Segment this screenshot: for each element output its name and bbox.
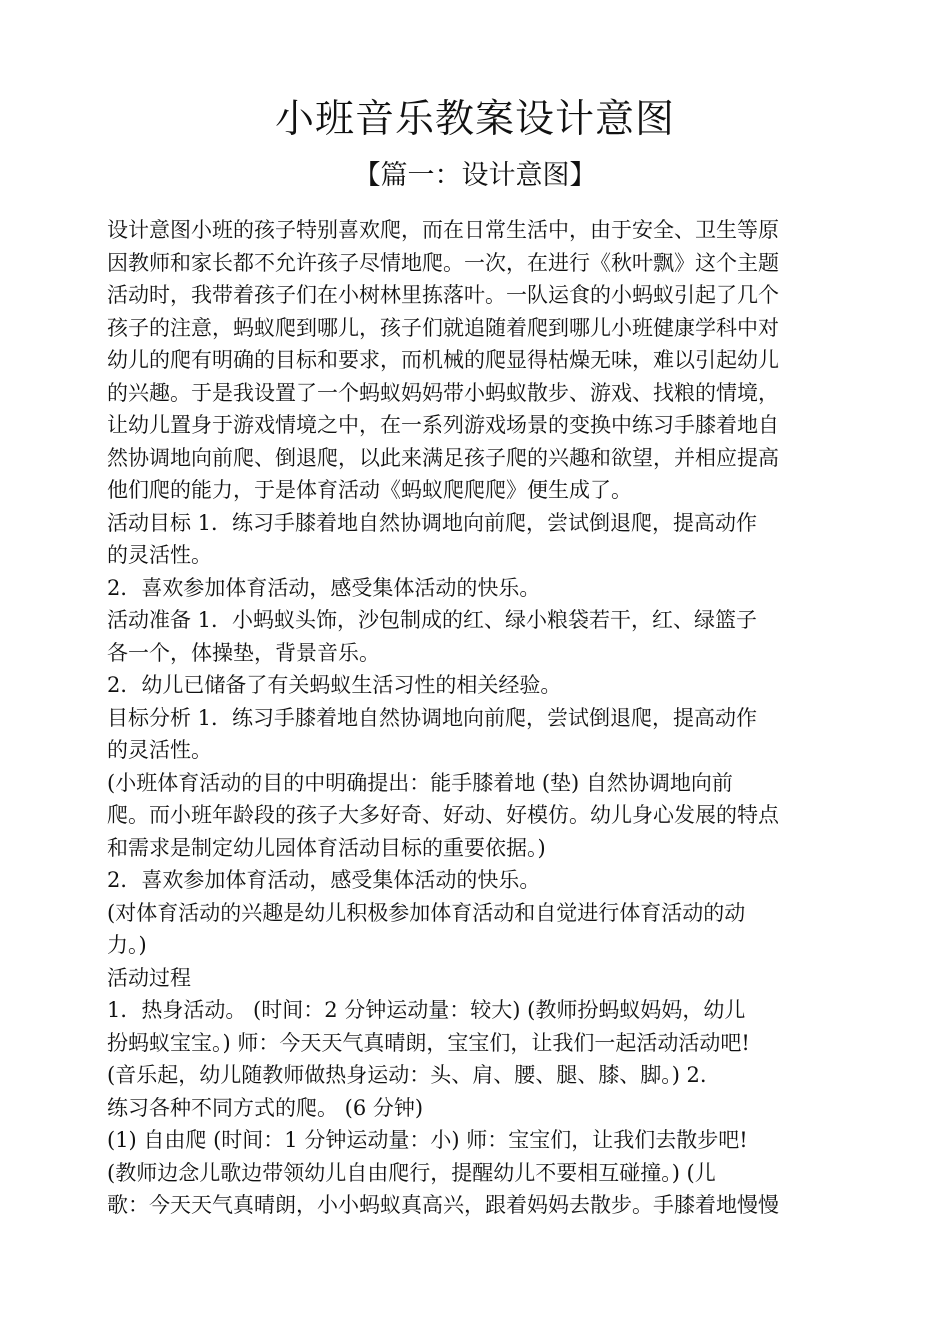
text-line: 活动过程: [107, 965, 191, 990]
text-line: 歌：今天天气真晴朗，小小蚂蚁真高兴，跟着妈妈去散步。手膝着地慢慢: [107, 1193, 779, 1217]
text-line: (对体育活动的兴趣是幼儿积极参加体育活动和自觉进行体育活动的动: [107, 900, 746, 925]
document-body: [107, 214, 859, 1222]
text-line: 的灵活性。: [107, 543, 212, 567]
text-line: 和需求是制定幼儿园体育活动目标的重要依据。): [107, 835, 546, 860]
text-line: (教师边念儿歌边带领幼儿自由爬行，提醒幼儿不要相互碰撞。) (儿: [107, 1160, 716, 1185]
text-line: 目标分析 1．练习手膝着地自然协调地向前爬，尝试倒退爬，提高动作: [107, 705, 758, 730]
text-line: 各一个，体操垫，背景音乐。: [107, 640, 380, 665]
text-line: 爬。而小班年龄段的孩子大多好奇、好动、好模仿。幼儿身心发展的特点: [107, 803, 779, 827]
text-line: 2．喜欢参加体育活动，感受集体活动的快乐。: [107, 868, 541, 892]
text-line: 让幼儿置身于游戏情境之中，在一系列游戏场景的变换中练习手膝着地自: [107, 413, 779, 437]
text-line: 他们爬的能力，于是体育活动《蚂蚁爬爬爬》便生成了。: [107, 478, 632, 502]
text-line: 力。): [107, 933, 147, 957]
text-line: 2．幼儿已储备了有关蚂蚁生活习性的相关经验。: [107, 673, 562, 697]
text-line: 的兴趣。于是我设置了一个蚂蚁妈妈带小蚂蚁散步、游戏、找粮的情境，: [107, 380, 779, 405]
text-line: (1) 自由爬 (时间：1 分钟运动量：小) 师：宝宝们，让我们去散步吧!: [107, 1128, 748, 1152]
text-line: 活动目标 1．练习手膝着地自然协调地向前爬，尝试倒退爬，提高动作: [107, 510, 758, 535]
document-title: 小班音乐教案设计意图: [274, 97, 675, 142]
text-line: 2．喜欢参加体育活动，感受集体活动的快乐。: [107, 575, 541, 600]
text-line: 设计意图小班的孩子特别喜欢爬，而在日常生活中，由于安全、卫生等原: [107, 218, 779, 242]
text-line: 1．热身活动。 (时间：2 分钟运动量：较大) (教师扮蚂蚁妈妈，幼儿: [107, 998, 746, 1022]
section-heading: 【篇一：设计意图】: [353, 160, 597, 191]
text-line: 幼儿的爬有明确的目标和要求，而机械的爬显得枯燥无味，难以引起幼儿: [107, 348, 779, 372]
text-line: (音乐起，幼儿随教师做热身运动：头、肩、腰、腿、膝、脚。) 2.: [107, 1063, 707, 1087]
text-line: 活动准备 1．小蚂蚁头饰，沙包制成的红、绿小粮袋若干，红、绿篮子: [107, 608, 758, 632]
text-line: (小班体育活动的目的中明确提出：能手膝着地 (垫) 自然协调地向前: [107, 770, 733, 795]
text-line: 扮蚂蚁宝宝。) 师：今天天气真晴朗，宝宝们，让我们一起活动活动吧!: [107, 1030, 750, 1055]
text-line: 因教师和家长都不允许孩子尽情地爬。一次，在进行《秋叶飘》这个主题: [107, 250, 779, 275]
text-line: 然协调地向前爬、倒退爬，以此来满足孩子爬的兴趣和欲望，并相应提高: [107, 445, 779, 470]
text-line: 的灵活性。: [107, 738, 212, 762]
text-line: 练习各种不同方式的爬。 (6 分钟): [107, 1095, 424, 1120]
text-line: 活动时，我带着孩子们在小树林里拣落叶。一队运食的小蚂蚁引起了几个: [107, 283, 779, 307]
text-line: 孩子的注意，蚂蚁爬到哪儿，孩子们就追随着爬到哪儿小班健康学科中对: [107, 315, 779, 340]
